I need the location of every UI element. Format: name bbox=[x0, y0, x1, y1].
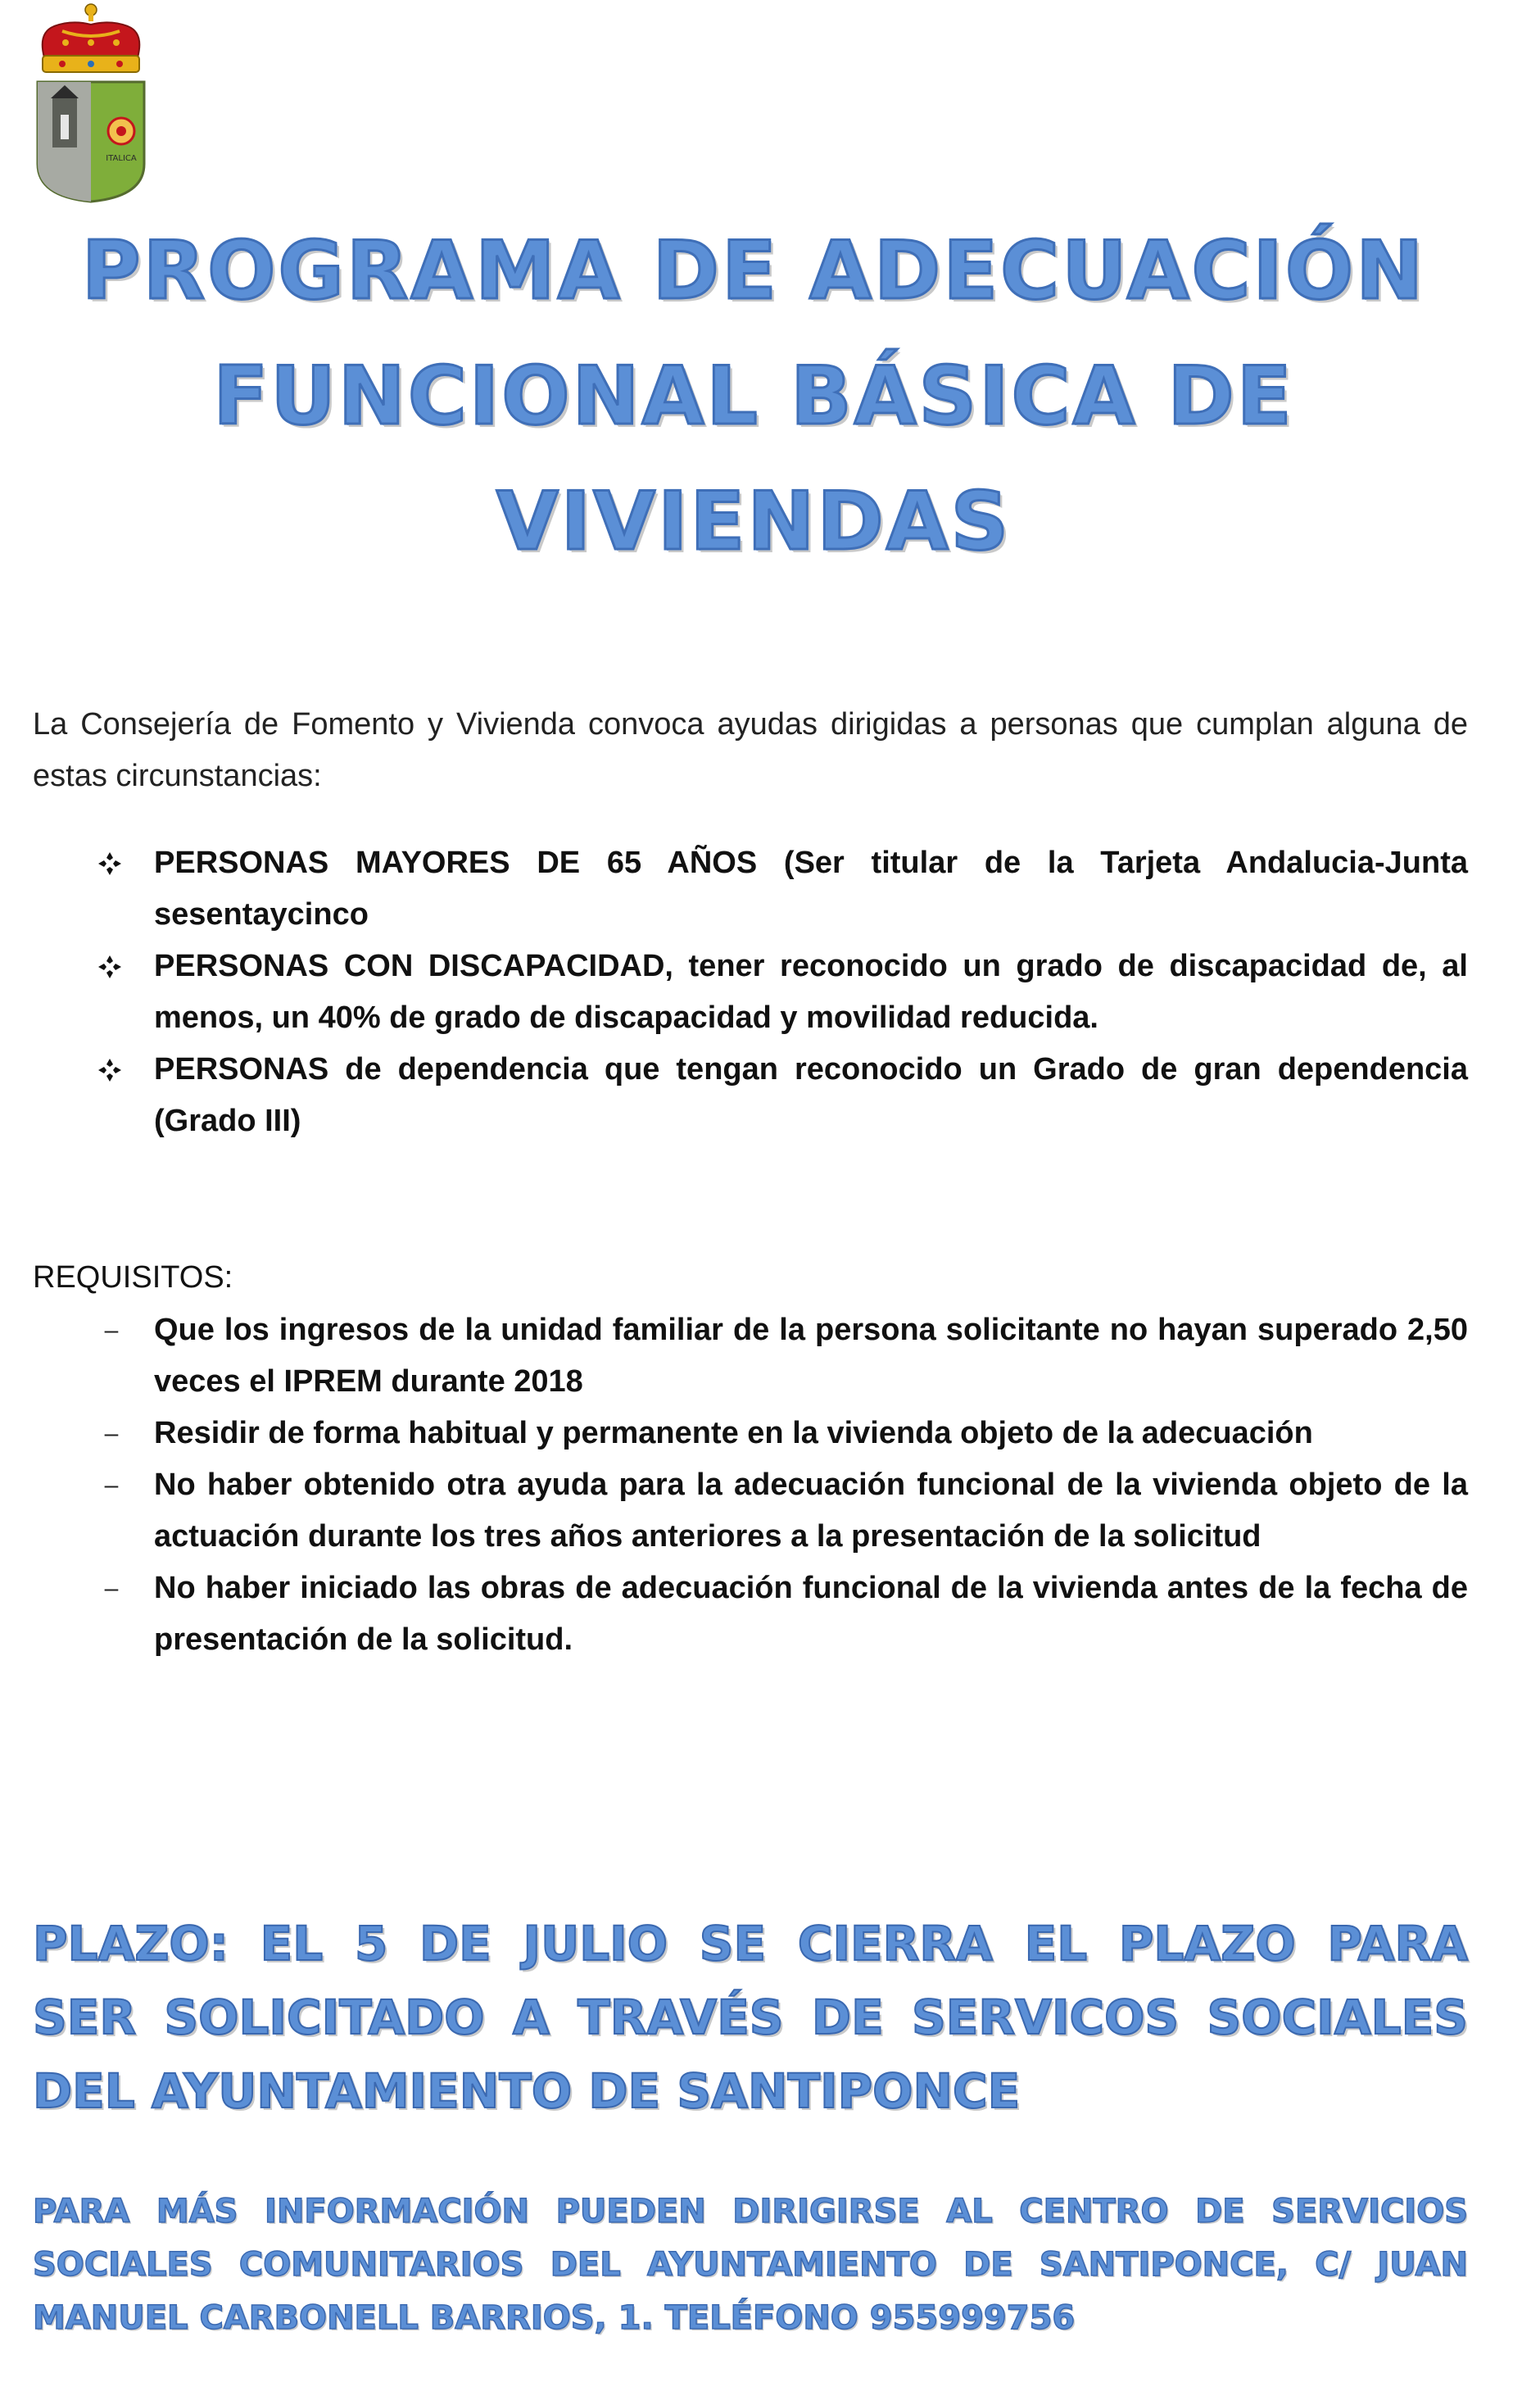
dash-bullet-icon: – bbox=[104, 1472, 119, 1499]
list-item-text: No haber obtenido otra ayuda para la adecuación funcional de la vivienda objeto de la actuación durante los tres años anteriores a la presentación de la solicitud bbox=[154, 1468, 1468, 1554]
list-item-text: PERSONAS MAYORES DE 65 AÑOS (Ser titular de la Tarjeta Andalucia-Junta sesentaycinco bbox=[154, 846, 1468, 932]
list-item-text: Residir de forma habitual y permanente en la vivienda objeto de la adecuación bbox=[154, 1416, 1313, 1450]
dash-bullet-icon: – bbox=[104, 1420, 119, 1447]
list-item bbox=[33, 1408, 1468, 1459]
deadline-line: PLAZO: EL 5 DE JULIO SE CIERRA EL PLAZO PARA bbox=[33, 1916, 1468, 1971]
shield-icon bbox=[38, 82, 144, 202]
requirements-heading: REQUISITOS: bbox=[33, 1260, 233, 1295]
list-item bbox=[33, 837, 1468, 941]
deadline-line: SER SOLICITADO A TRAVÉS DE SERVICOS SOCIALES bbox=[33, 1989, 1468, 2045]
deadline-line: DEL AYUNTAMIENTO DE SANTIPONCE bbox=[33, 2063, 1021, 2119]
coat-of-arms-logo bbox=[29, 0, 152, 205]
diamond-bullet-icon bbox=[93, 837, 126, 889]
contact-info bbox=[33, 2185, 1468, 2345]
list-item bbox=[33, 941, 1468, 1044]
page-title bbox=[49, 209, 1458, 585]
info-line: PARA MÁS INFORMACIÓN PUEDEN DIRIGIRSE AL CENTRO DE SERVICIOS bbox=[33, 2193, 1468, 2230]
list-item bbox=[33, 1459, 1468, 1563]
intro-paragraph: La Consejería de Fomento y Vivienda convoca ayudas dirigidas a personas que cumplan alguna de estas circunstancias: bbox=[33, 707, 1468, 793]
title-line: FUNCIONAL BÁSICA DE bbox=[213, 350, 1294, 443]
info-line: SOCIALES COMUNITARIOS DEL AYUNTAMIENTO DE SANTIPONCE, C/ JUAN bbox=[33, 2246, 1468, 2284]
dash-bullet-icon: – bbox=[104, 1317, 119, 1344]
list-item bbox=[33, 1563, 1468, 1666]
list-item-text: PERSONAS de dependencia que tengan reconocido un Grado de gran dependencia (Grado III) bbox=[154, 1052, 1468, 1138]
diamond-bullet-icon bbox=[93, 1044, 126, 1096]
title-line: PROGRAMA DE ADECUACIÓN bbox=[81, 225, 1426, 318]
list-item bbox=[33, 1044, 1468, 1147]
circumstances-list bbox=[33, 837, 1468, 1147]
title-line: VIVIENDAS bbox=[496, 475, 1012, 569]
info-line: MANUEL CARBONELL BARRIOS, 1. TELÉFONO 955999756 bbox=[33, 2299, 1076, 2337]
deadline-notice bbox=[33, 1907, 1468, 2128]
list-item-text: PERSONAS CON DISCAPACIDAD, tener reconocido un grado de discapacidad de, al menos, un 40% de grado de discapacidad y movilidad reducida. bbox=[154, 949, 1468, 1035]
diamond-bullet-icon bbox=[93, 941, 126, 992]
list-item-text: No haber iniciado las obras de adecuación funcional de la vivienda antes de la fecha de presentación de la solicitud. bbox=[154, 1571, 1468, 1657]
list-item bbox=[33, 1304, 1468, 1408]
dash-bullet-icon: – bbox=[104, 1575, 119, 1602]
requirements-list bbox=[33, 1304, 1468, 1666]
list-item-text: Que los ingresos de la unidad familiar de la persona solicitante no hayan superado 2,50 veces el IPREM durante 2018 bbox=[154, 1313, 1468, 1399]
crown-icon bbox=[43, 4, 140, 72]
svg-text:ITALICA: ITALICA bbox=[106, 154, 137, 163]
